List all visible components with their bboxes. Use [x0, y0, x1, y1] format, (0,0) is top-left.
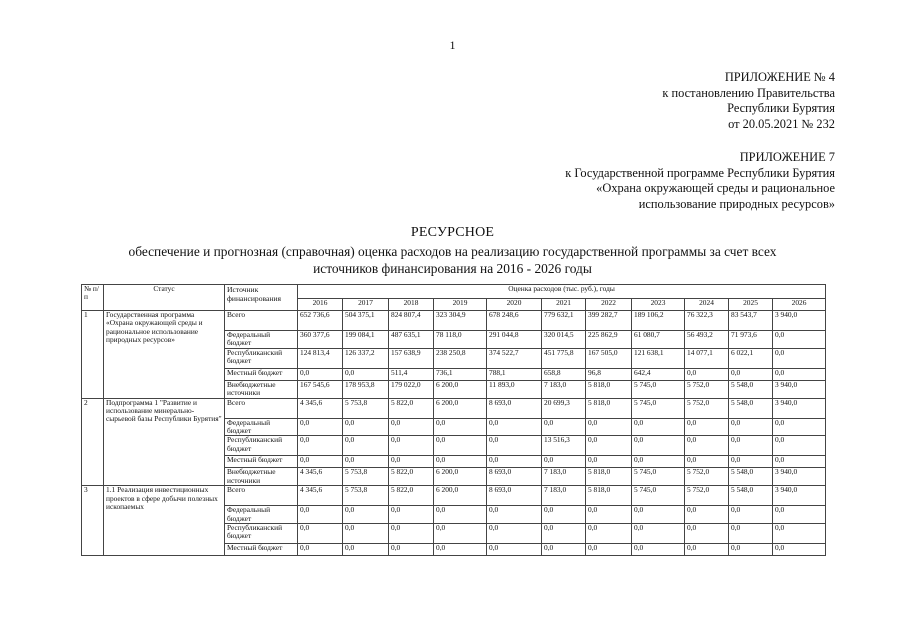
value-cell: 0,0 [298, 506, 343, 524]
value-cell: 5 753,8 [343, 468, 389, 486]
value-cell: 6 200,0 [434, 468, 487, 486]
value-cell: 179 022,0 [389, 380, 434, 398]
value-cell: 3 940,0 [773, 486, 826, 506]
year-header-cell: 2026 [773, 299, 826, 311]
value-cell: 0,0 [487, 456, 542, 468]
appendix-header-line: к Государственной программе Республики Бурятия [565, 165, 835, 180]
value-cell: 7 183,0 [542, 380, 586, 398]
value-cell: 96,8 [586, 368, 632, 380]
value-cell: 0,0 [389, 436, 434, 456]
value-cell: 6 200,0 [434, 486, 487, 506]
funding-source-cell: Всего [225, 486, 298, 506]
status-cell: Государственная программа «Охрана окружающей среды и рациональное использование природных ресурсов» [104, 311, 225, 399]
value-cell: 0,0 [434, 544, 487, 556]
year-header-cell: 2017 [343, 299, 389, 311]
table-row [82, 311, 826, 331]
value-cell: 0,0 [343, 506, 389, 524]
value-cell: 0,0 [773, 348, 826, 368]
row-number: 2 [82, 398, 104, 486]
value-cell: 0,0 [685, 506, 729, 524]
value-cell: 238 250,8 [434, 348, 487, 368]
page-number: 1 [449, 38, 456, 52]
value-cell: 3 940,0 [773, 311, 826, 331]
value-cell: 5 822,0 [389, 398, 434, 418]
value-cell: 360 377,6 [298, 331, 343, 349]
row-number: 1 [82, 311, 104, 399]
value-cell: 504 375,1 [343, 311, 389, 331]
appendix-header-line: к постановлению Правительства [662, 85, 835, 100]
subtitle-line: источников финансирования на 2016 - 2026 годы [313, 261, 592, 276]
value-cell: 124 813,4 [298, 348, 343, 368]
year-header-cell: 2019 [434, 299, 487, 311]
funding-source-cell: Внебюджетные источники [225, 468, 298, 486]
value-cell: 0,0 [434, 506, 487, 524]
value-cell: 5 548,0 [729, 486, 773, 506]
value-cell: 291 044,8 [487, 331, 542, 349]
value-cell: 20 699,3 [542, 398, 586, 418]
resource-table [81, 284, 826, 556]
value-cell: 0,0 [389, 418, 434, 436]
value-cell: 0,0 [729, 506, 773, 524]
value-cell: 5 548,0 [729, 468, 773, 486]
value-cell: 0,0 [586, 524, 632, 544]
funding-source-cell: Всего [225, 398, 298, 418]
value-cell: 83 543,7 [729, 311, 773, 331]
value-cell: 178 953,8 [343, 380, 389, 398]
value-cell: 824 807,4 [389, 311, 434, 331]
value-cell: 0,0 [632, 506, 685, 524]
value-cell: 451 775,8 [542, 348, 586, 368]
value-cell: 0,0 [389, 544, 434, 556]
value-cell: 0,0 [487, 524, 542, 544]
value-cell: 0,0 [685, 368, 729, 380]
value-cell: 7 183,0 [542, 468, 586, 486]
value-cell: 71 973,6 [729, 331, 773, 349]
value-cell: 0,0 [298, 456, 343, 468]
value-cell: 0,0 [632, 436, 685, 456]
value-cell: 0,0 [773, 456, 826, 468]
year-header-cell: 2023 [632, 299, 685, 311]
value-cell: 0,0 [542, 418, 586, 436]
value-cell: 5 753,8 [343, 486, 389, 506]
value-cell: 14 077,1 [685, 348, 729, 368]
year-header-cell: 2024 [685, 299, 729, 311]
value-cell: 0,0 [729, 368, 773, 380]
value-cell: 0,0 [773, 436, 826, 456]
value-cell: 5 548,0 [729, 398, 773, 418]
value-cell: 0,0 [343, 418, 389, 436]
value-cell: 5 752,0 [685, 468, 729, 486]
document-title: РЕСУРСНОЕ [410, 225, 495, 240]
funding-source-cell: Внебюджетные источники [225, 380, 298, 398]
value-cell: 3 940,0 [773, 468, 826, 486]
value-cell: 157 638,9 [389, 348, 434, 368]
value-cell: 225 862,9 [586, 331, 632, 349]
value-cell: 0,0 [586, 418, 632, 436]
value-cell: 487 635,1 [389, 331, 434, 349]
year-header-cell: 2018 [389, 299, 434, 311]
value-cell: 8 693,0 [487, 486, 542, 506]
value-cell: 0,0 [343, 524, 389, 544]
appendix-header-line: от 20.05.2021 № 232 [728, 116, 835, 131]
value-cell: 199 084,1 [343, 331, 389, 349]
value-cell: 5 753,8 [343, 398, 389, 418]
value-cell: 0,0 [389, 456, 434, 468]
value-cell: 56 493,2 [685, 331, 729, 349]
value-cell: 642,4 [632, 368, 685, 380]
value-cell: 374 522,7 [487, 348, 542, 368]
header-status: Статус [104, 285, 225, 311]
value-cell: 5 745,0 [632, 486, 685, 506]
year-header-cell: 2025 [729, 299, 773, 311]
value-cell: 0,0 [685, 436, 729, 456]
value-cell: 0,0 [389, 524, 434, 544]
value-cell: 0,0 [773, 368, 826, 380]
appendix-header-line: ПРИЛОЖЕНИЕ 7 [739, 150, 835, 164]
status-cell: 1.1 Реализация инвестиционных проектов в сфере добычи полезных ископаемых [104, 486, 225, 556]
value-cell: 5 818,0 [586, 398, 632, 418]
header-estimate: Оценка расходов (тыс. руб.), годы [298, 285, 826, 299]
value-cell: 7 183,0 [542, 486, 586, 506]
funding-source-cell: Всего [225, 311, 298, 331]
value-cell: 0,0 [298, 524, 343, 544]
value-cell: 788,1 [487, 368, 542, 380]
value-cell: 0,0 [773, 506, 826, 524]
value-cell: 5 745,0 [632, 468, 685, 486]
value-cell: 0,0 [542, 544, 586, 556]
header-source: Источник финансирования [225, 285, 298, 311]
value-cell: 678 248,6 [487, 311, 542, 331]
value-cell: 0,0 [685, 544, 729, 556]
value-cell: 0,0 [487, 436, 542, 456]
value-cell: 0,0 [632, 418, 685, 436]
value-cell: 5 548,0 [729, 380, 773, 398]
appendix-header-4 [662, 70, 835, 132]
value-cell: 0,0 [343, 456, 389, 468]
row-number: 3 [82, 486, 104, 556]
value-cell: 0,0 [434, 418, 487, 436]
value-cell: 652 736,6 [298, 311, 343, 331]
funding-source-cell: Местный бюджет [225, 544, 298, 556]
value-cell: 0,0 [298, 418, 343, 436]
appendix-header-line: использование природных ресурсов» [638, 196, 835, 211]
value-cell: 0,0 [729, 524, 773, 544]
value-cell: 0,0 [542, 524, 586, 544]
value-cell: 0,0 [685, 524, 729, 544]
value-cell: 0,0 [434, 456, 487, 468]
value-cell: 0,0 [729, 436, 773, 456]
value-cell: 126 337,2 [343, 348, 389, 368]
value-cell: 11 893,0 [487, 380, 542, 398]
year-header-cell: 2020 [487, 299, 542, 311]
value-cell: 320 014,5 [542, 331, 586, 349]
value-cell: 5 822,0 [389, 486, 434, 506]
value-cell: 0,0 [586, 456, 632, 468]
subtitle-line: обеспечение и прогнозная (справочная) оценка расходов на реализацию государственной программы за счет всех [128, 244, 777, 259]
value-cell: 0,0 [773, 331, 826, 349]
value-cell: 658,8 [542, 368, 586, 380]
value-cell: 167 545,6 [298, 380, 343, 398]
value-cell: 6 200,0 [434, 398, 487, 418]
value-cell: 76 322,3 [685, 311, 729, 331]
value-cell: 8 693,0 [487, 468, 542, 486]
value-cell: 61 080,7 [632, 331, 685, 349]
value-cell: 0,0 [773, 524, 826, 544]
value-cell: 0,0 [343, 544, 389, 556]
value-cell: 5 818,0 [586, 380, 632, 398]
value-cell: 5 752,0 [685, 486, 729, 506]
funding-source-cell: Республиканский бюджет [225, 348, 298, 368]
value-cell: 78 118,0 [434, 331, 487, 349]
funding-source-cell: Федеральный бюджет [225, 331, 298, 349]
value-cell: 0,0 [729, 544, 773, 556]
value-cell: 3 940,0 [773, 398, 826, 418]
value-cell: 0,0 [632, 544, 685, 556]
value-cell: 511,4 [389, 368, 434, 380]
value-cell: 5 745,0 [632, 398, 685, 418]
appendix-header-line: ПРИЛОЖЕНИЕ № 4 [724, 70, 835, 84]
value-cell: 6 022,1 [729, 348, 773, 368]
value-cell: 5 818,0 [586, 468, 632, 486]
value-cell: 5 745,0 [632, 380, 685, 398]
appendix-header-7 [565, 150, 835, 212]
appendix-header-line: «Охрана окружающей среды и рациональное [596, 181, 835, 195]
value-cell: 5 818,0 [586, 486, 632, 506]
table-row [82, 486, 826, 506]
value-cell: 0,0 [487, 418, 542, 436]
value-cell: 5 752,0 [685, 398, 729, 418]
value-cell: 0,0 [542, 456, 586, 468]
document-subtitle [0, 243, 905, 277]
value-cell: 736,1 [434, 368, 487, 380]
value-cell: 0,0 [773, 544, 826, 556]
year-header-cell: 2022 [586, 299, 632, 311]
value-cell: 4 345,6 [298, 486, 343, 506]
value-cell: 0,0 [434, 436, 487, 456]
value-cell: 399 282,7 [586, 311, 632, 331]
value-cell: 0,0 [487, 506, 542, 524]
value-cell: 3 940,0 [773, 380, 826, 398]
value-cell: 0,0 [542, 506, 586, 524]
value-cell: 0,0 [389, 506, 434, 524]
value-cell: 8 693,0 [487, 398, 542, 418]
value-cell: 5 822,0 [389, 468, 434, 486]
value-cell: 0,0 [729, 456, 773, 468]
status-cell: Подпрограмма 1 "Развитие и использование минерально-сырьевой базы Республики Бурятия" [104, 398, 225, 486]
value-cell: 13 516,3 [542, 436, 586, 456]
funding-source-cell: Местный бюджет [225, 456, 298, 468]
value-cell: 0,0 [685, 418, 729, 436]
funding-source-cell: Федеральный бюджет [225, 506, 298, 524]
year-header-cell: 2021 [542, 299, 586, 311]
value-cell: 6 200,0 [434, 380, 487, 398]
value-cell: 5 752,0 [685, 380, 729, 398]
value-cell: 0,0 [298, 436, 343, 456]
table-row [82, 398, 826, 418]
value-cell: 121 638,1 [632, 348, 685, 368]
value-cell: 323 304,9 [434, 311, 487, 331]
year-header-cell: 2016 [298, 299, 343, 311]
value-cell: 0,0 [586, 506, 632, 524]
value-cell: 167 505,0 [586, 348, 632, 368]
funding-source-cell: Федеральный бюджет [225, 418, 298, 436]
value-cell: 4 345,6 [298, 398, 343, 418]
header-no: № п/п [82, 285, 104, 311]
value-cell: 0,0 [586, 436, 632, 456]
value-cell: 0,0 [632, 456, 685, 468]
value-cell: 0,0 [773, 418, 826, 436]
value-cell: 0,0 [343, 436, 389, 456]
funding-source-cell: Местный бюджет [225, 368, 298, 380]
value-cell: 4 345,6 [298, 468, 343, 486]
value-cell: 0,0 [729, 418, 773, 436]
value-cell: 0,0 [487, 544, 542, 556]
value-cell: 0,0 [632, 524, 685, 544]
value-cell: 0,0 [343, 368, 389, 380]
value-cell: 0,0 [685, 456, 729, 468]
appendix-header-line: Республики Бурятия [727, 101, 835, 115]
value-cell: 0,0 [586, 544, 632, 556]
funding-source-cell: Республиканский бюджет [225, 436, 298, 456]
value-cell: 0,0 [434, 524, 487, 544]
value-cell: 0,0 [298, 544, 343, 556]
value-cell: 779 632,1 [542, 311, 586, 331]
funding-source-cell: Республиканский бюджет [225, 524, 298, 544]
value-cell: 0,0 [298, 368, 343, 380]
value-cell: 189 106,2 [632, 311, 685, 331]
